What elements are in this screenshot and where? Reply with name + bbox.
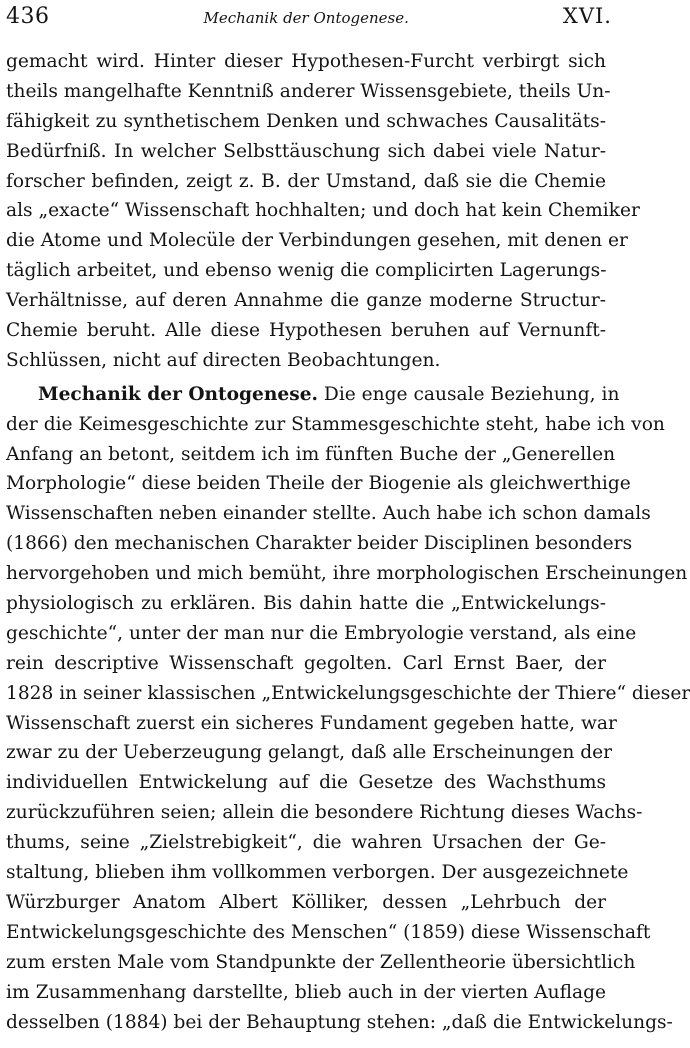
text-line: desselben (1884) bei der Behauptung stehen: „daß die Entwickelungs- (6, 1011, 673, 1033)
text-line: als „exacte“ Wissenschaft hochhalten; und doch hat kein Chemiker (6, 200, 640, 222)
text-line: täglich arbeitet, und ebenso wenig die complicirten Lagerungs- (6, 260, 607, 282)
page-header (6, 4, 612, 34)
text-line: im Zusammenhang darstellte, blieb auch in der vierten Auflage (6, 981, 606, 1003)
text-line: Anfang an betont, seitdem ich im fünften Buche der „Generellen (6, 443, 616, 465)
text-line: die Atome und Molecüle der Verbindungen gesehen, mit denen er (6, 230, 628, 252)
text-line-with-heading (6, 380, 620, 410)
text-line: der die Keimesgeschichte zur Stammesgeschichte steht, habe ich von (6, 413, 665, 435)
text-line: geschichte“, unter der man nur die Embryologie verstand, als eine (6, 622, 637, 644)
text-line: zum ersten Male vom Standpunkte der Zellentheorie übersichtlich (6, 951, 636, 973)
heading-line-text: Die enge causale Beziehung, in (318, 383, 620, 405)
text-line: Verhältnisse, auf deren Annahme die ganze moderne Structur- (6, 290, 606, 312)
text-line: 1828 in seiner klassischen „Entwickelungsgeschichte der Thiere“ dieser (6, 682, 690, 704)
text-line: Entwickelungsgeschichte des Menschen“ (1859) diese Wissenschaft (6, 921, 651, 943)
text-line: staltung, blieben ihm vollkommen verborgen. Der ausgezeichnete (6, 862, 629, 884)
text-line: rein descriptive Wissenschaft gegolten. Carl Ernst Baer, der (6, 652, 606, 674)
section-heading: Mechanik der Ontogenese. (38, 383, 318, 405)
text-line: Chemie beruht. Alle diese Hypothesen beruhen auf Vernunft- (6, 320, 606, 342)
text-line: individuellen Entwickelung auf die Gesetze des Wachsthums (6, 772, 606, 794)
text-line: Wissenschaft zuerst ein sicheres Fundament gegeben hatte, war (6, 712, 617, 734)
text-line: physiologisch zu erklären. Bis dahin hatte die „Entwickelungs- (6, 593, 606, 615)
body-text (6, 47, 690, 1037)
running-head: Mechanik der Ontogenese. (203, 9, 409, 27)
text-line: gemacht wird. Hinter dieser Hypothesen-Furcht verbirgt sich (6, 51, 606, 72)
text-line: forscher befinden, zeigt z. B. der Umstand, daß sie die Chemie (6, 170, 606, 192)
text-line: (1866) den mechanischen Charakter beider Disciplinen besonders (6, 533, 633, 555)
chapter-number: XVI. (562, 4, 612, 28)
page-number: 436 (6, 4, 50, 29)
text-line: fähigkeit zu synthetischem Denken und schwaches Causalitäts- (6, 110, 606, 132)
text-line: zurückzuführen seien; allein die besondere Richtung dieses Wachs- (6, 802, 643, 824)
text-line: thums, seine „Zielstrebigkeit“, die wahren Ursachen der Ge- (6, 832, 606, 854)
text-line: Bedürfniß. In welcher Selbsttäuschung sich dabei viele Natur- (6, 140, 606, 162)
text-line: Wissenschaften neben einander stellte. Auch habe ich schon damals (6, 503, 651, 525)
text-line: zwar zu der Ueberzeugung gelangt, daß alle Erscheinungen der (6, 742, 613, 764)
text-line: Morphologie“ diese beiden Theile der Biogenie als gleichwerthige (6, 473, 631, 495)
paragraph-ontogenese (6, 380, 690, 1038)
text-line: Würzburger Anatom Albert Kölliker, dessen „Lehrbuch der (6, 891, 606, 913)
paragraph-hypotheses (6, 47, 640, 376)
text-line: theils mangelhafte Kenntniß anderer Wissensgebiete, theils Un- (6, 80, 611, 102)
text-line: hervorgehoben und mich bemüht, ihre morphologischen Erscheinungen (6, 563, 688, 585)
text-line: Schlüssen, nicht auf directen Beobachtungen. (6, 349, 441, 371)
